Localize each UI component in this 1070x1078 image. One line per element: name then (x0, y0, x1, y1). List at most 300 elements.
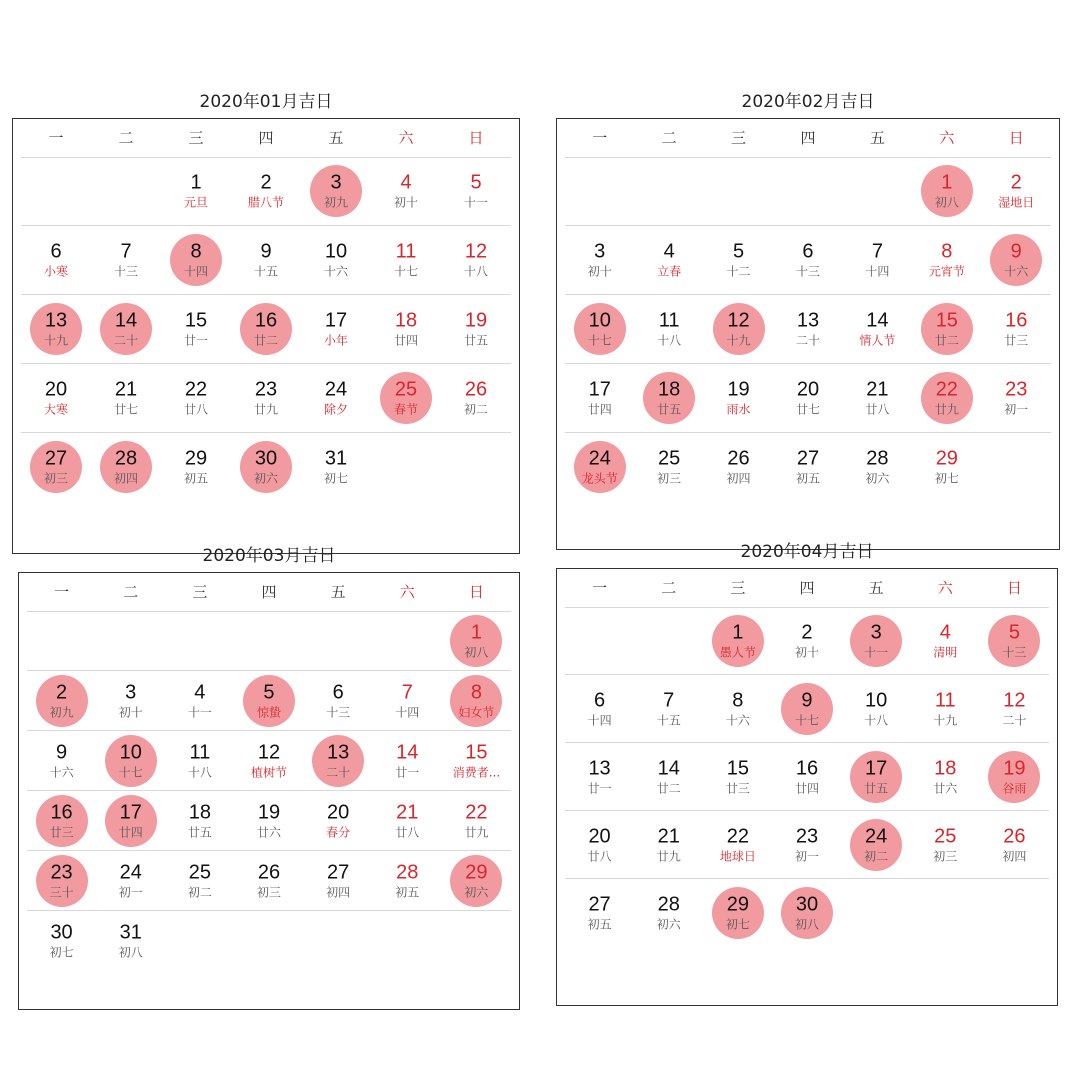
day-cell[interactable] (231, 364, 301, 432)
lunar-label: 廿九 (934, 402, 959, 417)
day-cell[interactable] (772, 743, 841, 810)
lunar-label: 初四 (326, 885, 351, 899)
day-cell[interactable] (634, 811, 703, 878)
lunar-label: 十一 (187, 705, 212, 719)
lunar-label: 十七 (393, 264, 418, 279)
day-number: 28 (114, 447, 138, 470)
lunar-label: 十六 (725, 713, 750, 727)
day-cell[interactable] (843, 364, 912, 432)
day-cell[interactable] (911, 743, 980, 810)
weekday-label: 三 (188, 129, 204, 147)
day-number: 26 (257, 861, 281, 883)
day-number: 24 (324, 378, 348, 401)
day-cell[interactable] (301, 226, 371, 294)
weekday-label: 三 (730, 579, 746, 597)
day-number: 14 (866, 309, 889, 332)
day-cell[interactable] (165, 791, 234, 850)
day-cell[interactable] (234, 671, 303, 730)
week-row (21, 364, 511, 433)
day-cell[interactable] (371, 157, 441, 225)
weekday-label: 四 (800, 129, 816, 147)
day-cell[interactable] (911, 607, 980, 674)
week-row (565, 811, 1049, 879)
day-number: 30 (254, 447, 278, 470)
day-cell[interactable] (373, 731, 442, 790)
day-cell[interactable] (441, 226, 511, 294)
lunar-label: 情人节 (859, 333, 896, 348)
lunar-label: 廿五 (187, 825, 212, 839)
day-cell[interactable] (842, 811, 911, 878)
weekday-label: 日 (1006, 579, 1022, 597)
day-number: 12 (727, 309, 750, 332)
day-cell[interactable] (371, 226, 441, 294)
day-number: 29 (726, 893, 749, 915)
day-cell[interactable] (301, 157, 371, 225)
day-number: 3 (125, 681, 137, 703)
day-cell[interactable] (912, 295, 981, 363)
calendar-box (12, 118, 520, 554)
day-number: 10 (865, 689, 888, 711)
calendar-february (556, 90, 1060, 550)
day-number: 13 (796, 309, 820, 332)
day-cell[interactable] (91, 295, 161, 363)
empty-cell (704, 157, 773, 225)
calendar-april (556, 540, 1058, 1006)
day-cell[interactable] (704, 433, 773, 501)
lunar-label: 初七 (323, 471, 348, 486)
lunar-label: 十三 (1002, 645, 1027, 659)
day-cell[interactable] (773, 295, 842, 363)
day-cell[interactable] (231, 157, 301, 225)
day-cell[interactable] (773, 364, 842, 432)
day-number: 19 (1003, 757, 1026, 779)
lunar-label: 十八 (187, 765, 212, 779)
weekday-label: 一 (48, 129, 64, 147)
week-row (21, 157, 511, 226)
lunar-label: 廿九 (253, 402, 278, 417)
day-cell[interactable] (982, 226, 1051, 294)
day-number: 17 (865, 757, 888, 779)
day-cell[interactable] (912, 226, 981, 294)
day-number: 29 (465, 861, 488, 883)
day-cell[interactable] (912, 364, 981, 432)
day-cell[interactable] (165, 671, 234, 730)
lunar-label: 十九 (933, 713, 958, 727)
day-number: 30 (50, 921, 73, 943)
day-cell[interactable] (234, 791, 303, 850)
day-number: 31 (324, 447, 348, 470)
day-cell[interactable] (96, 791, 165, 850)
day-cell[interactable] (91, 364, 161, 432)
weekday-label: 一 (592, 579, 608, 597)
lunar-label: 廿三 (725, 781, 750, 795)
day-cell[interactable] (304, 851, 373, 910)
day-cell[interactable] (634, 675, 703, 742)
day-cell[interactable] (565, 879, 634, 946)
day-cell[interactable] (772, 607, 841, 674)
lunar-label: 初九 (323, 195, 348, 210)
empty-cell (565, 607, 634, 674)
lunar-label: 廿六 (933, 781, 958, 795)
day-number: 1 (732, 621, 744, 643)
empty-cell (634, 607, 703, 674)
day-cell[interactable] (773, 433, 842, 501)
day-number: 27 (796, 447, 820, 470)
lunar-label: 妇女节 (458, 705, 495, 719)
day-number: 5 (732, 240, 745, 263)
day-cell[interactable] (165, 731, 234, 790)
day-cell[interactable] (371, 364, 441, 432)
day-cell[interactable] (634, 226, 703, 294)
day-cell[interactable] (373, 851, 442, 910)
lunar-label: 初五 (183, 471, 208, 486)
day-number: 16 (254, 309, 278, 332)
day-number: 27 (44, 447, 68, 470)
lunar-label: 十五 (656, 713, 681, 727)
weekday-label: 五 (330, 583, 346, 601)
day-cell[interactable] (91, 433, 161, 501)
day-cell[interactable] (371, 295, 441, 363)
day-cell[interactable] (91, 226, 161, 294)
day-cell[interactable] (565, 295, 634, 363)
day-cell[interactable] (565, 811, 634, 878)
day-cell[interactable] (980, 743, 1049, 810)
lunar-label: 二十 (1002, 713, 1027, 727)
day-cell[interactable] (96, 851, 165, 910)
lunar-label: 廿一 (587, 781, 612, 795)
day-cell[interactable] (96, 671, 165, 730)
day-cell[interactable] (982, 295, 1051, 363)
lunar-label: 廿五 (463, 333, 488, 348)
day-cell[interactable] (843, 433, 912, 501)
day-cell[interactable] (161, 226, 231, 294)
calendar-grid (565, 157, 1051, 501)
lunar-label: 廿五 (864, 781, 889, 795)
lunar-label: 廿八 (395, 825, 420, 839)
lunar-label: 廿四 (794, 781, 819, 795)
day-cell[interactable] (96, 911, 165, 970)
lunar-label: 初三 (933, 849, 958, 863)
day-cell[interactable] (704, 295, 773, 363)
lunar-label: 立春 (657, 264, 682, 279)
day-cell[interactable] (634, 295, 703, 363)
day-cell[interactable] (442, 671, 511, 730)
lunar-label: 湿地日 (998, 195, 1035, 210)
day-number: 9 (56, 741, 68, 763)
lunar-label: 十三 (326, 705, 351, 719)
day-cell[interactable] (842, 743, 911, 810)
day-number: 27 (588, 893, 611, 915)
lunar-label: 二十 (795, 333, 820, 348)
lunar-label: 廿八 (865, 402, 890, 417)
day-cell[interactable] (442, 611, 511, 670)
empty-cell (980, 879, 1049, 946)
calendar-title: 2020年02月吉日 (741, 92, 875, 112)
empty-cell (373, 911, 442, 970)
lunar-label: 十四 (183, 264, 208, 279)
day-cell[interactable] (980, 607, 1049, 674)
day-number: 30 (795, 893, 819, 915)
lunar-label: 十五 (253, 264, 278, 279)
lunar-label: 腊八节 (247, 195, 284, 210)
day-cell[interactable] (703, 607, 772, 674)
day-number: 9 (260, 240, 272, 263)
day-number: 16 (1005, 309, 1028, 332)
lunar-label: 十九 (43, 333, 68, 348)
empty-cell (843, 157, 912, 225)
day-cell[interactable] (165, 851, 234, 910)
weekday-header (27, 573, 511, 612)
empty-cell (304, 611, 373, 670)
day-number: 3 (594, 240, 606, 263)
lunar-label: 十九 (726, 333, 751, 348)
day-cell[interactable] (912, 433, 981, 501)
lunar-label: 初八 (794, 917, 819, 931)
lunar-label: 廿七 (795, 402, 820, 417)
lunar-label: 初二 (864, 849, 889, 863)
day-number: 22 (726, 825, 749, 847)
day-cell[interactable] (772, 811, 841, 878)
empty-cell (634, 157, 703, 225)
day-number: 2 (801, 621, 813, 643)
weekday-label: 二 (118, 129, 134, 147)
week-row (565, 295, 1051, 364)
day-cell[interactable] (842, 607, 911, 674)
weekday-label: 四 (799, 579, 815, 597)
lunar-label: 元宵节 (928, 264, 965, 279)
lunar-label: 三十 (49, 885, 74, 899)
day-number: 28 (657, 893, 680, 915)
lunar-label: 十一 (463, 195, 488, 210)
empty-cell (91, 157, 161, 225)
day-cell[interactable] (912, 157, 981, 225)
day-number: 12 (1003, 689, 1026, 711)
lunar-label: 十七 (794, 713, 819, 727)
day-cell[interactable] (301, 433, 371, 501)
lunar-label: 廿一 (395, 765, 420, 779)
day-cell[interactable] (703, 675, 772, 742)
day-number: 5 (263, 681, 275, 703)
lunar-label: 雨水 (726, 402, 751, 417)
day-number: 8 (190, 240, 202, 263)
day-cell[interactable] (231, 226, 301, 294)
lunar-label: 初七 (725, 917, 750, 931)
lunar-label: 廿四 (118, 825, 143, 839)
day-cell[interactable] (442, 731, 511, 790)
day-cell[interactable] (161, 433, 231, 501)
day-cell[interactable] (304, 671, 373, 730)
day-number: 21 (114, 378, 138, 401)
day-cell[interactable] (980, 811, 1049, 878)
lunar-label: 小年 (323, 333, 348, 348)
day-cell[interactable] (442, 791, 511, 850)
day-number: 19 (257, 801, 281, 823)
day-cell[interactable] (27, 731, 96, 790)
empty-cell (773, 157, 842, 225)
day-cell[interactable] (234, 731, 303, 790)
day-number: 26 (1003, 825, 1026, 847)
day-cell[interactable] (442, 851, 511, 910)
day-number: 14 (114, 309, 138, 332)
lunar-label: 消费者... (452, 765, 501, 779)
lunar-label: 初三 (43, 471, 68, 486)
lunar-label: 初五 (795, 471, 820, 486)
day-cell[interactable] (373, 671, 442, 730)
day-cell[interactable] (161, 364, 231, 432)
day-cell[interactable] (231, 295, 301, 363)
day-cell[interactable] (27, 911, 96, 970)
lunar-label: 地球日 (719, 849, 756, 863)
lunar-label: 十八 (864, 713, 889, 727)
day-cell[interactable] (565, 226, 634, 294)
day-cell[interactable] (301, 364, 371, 432)
lunar-label: 初十 (118, 705, 143, 719)
day-cell[interactable] (980, 675, 1049, 742)
day-cell[interactable] (565, 743, 634, 810)
week-row (565, 433, 1051, 501)
lunar-label: 廿五 (657, 402, 682, 417)
week-row (565, 607, 1049, 675)
lunar-label: 初七 (49, 945, 74, 959)
day-cell[interactable] (27, 791, 96, 850)
day-cell[interactable] (441, 364, 511, 432)
weekday-label: 六 (937, 579, 953, 597)
day-cell[interactable] (772, 675, 841, 742)
lunar-label: 初六 (656, 917, 681, 931)
calendar-grid (27, 611, 511, 970)
lunar-label: 除夕 (323, 402, 348, 417)
day-cell[interactable] (634, 743, 703, 810)
lunar-label: 初七 (934, 471, 959, 486)
day-cell[interactable] (373, 791, 442, 850)
lunar-label: 廿八 (183, 402, 208, 417)
day-number: 23 (254, 378, 278, 401)
lunar-label: 初十 (587, 264, 612, 279)
day-cell[interactable] (565, 364, 634, 432)
day-number: 14 (396, 741, 419, 763)
day-cell[interactable] (161, 157, 231, 225)
day-cell[interactable] (982, 364, 1051, 432)
lunar-label: 初五 (395, 885, 420, 899)
day-cell[interactable] (704, 226, 773, 294)
day-cell[interactable] (304, 731, 373, 790)
lunar-label: 元旦 (183, 195, 208, 210)
day-number: 28 (396, 861, 419, 883)
day-cell[interactable] (441, 157, 511, 225)
day-number: 13 (588, 757, 611, 779)
day-cell[interactable] (304, 791, 373, 850)
day-number: 29 (184, 447, 208, 470)
week-row (565, 879, 1049, 946)
day-cell[interactable] (634, 364, 703, 432)
week-row (27, 791, 511, 851)
day-cell[interactable] (842, 675, 911, 742)
day-number: 20 (44, 378, 68, 401)
lunar-label: 初一 (118, 885, 143, 899)
day-cell[interactable] (843, 226, 912, 294)
day-number: 26 (464, 378, 488, 401)
lunar-label: 十六 (49, 765, 74, 779)
weekday-label: 六 (399, 583, 415, 601)
day-cell[interactable] (634, 879, 703, 946)
weekday-label: 六 (939, 129, 955, 147)
day-cell[interactable] (703, 879, 772, 946)
lunar-label: 初八 (118, 945, 143, 959)
lunar-label: 初六 (464, 885, 489, 899)
day-number: 20 (796, 378, 820, 401)
day-cell[interactable] (27, 671, 96, 730)
day-cell[interactable] (21, 226, 91, 294)
day-cell[interactable] (911, 675, 980, 742)
day-cell[interactable] (634, 433, 703, 501)
day-cell[interactable] (161, 295, 231, 363)
weekday-label: 二 (123, 583, 139, 601)
lunar-label: 十一 (864, 645, 889, 659)
day-cell[interactable] (911, 811, 980, 878)
day-number: 10 (588, 309, 611, 332)
day-cell[interactable] (301, 295, 371, 363)
day-cell[interactable] (773, 226, 842, 294)
weekday-label: 四 (258, 129, 274, 147)
day-cell[interactable] (21, 364, 91, 432)
lunar-label: 廿九 (656, 849, 681, 863)
day-cell[interactable] (704, 364, 773, 432)
day-cell[interactable] (843, 295, 912, 363)
day-cell[interactable] (231, 433, 301, 501)
day-cell[interactable] (703, 811, 772, 878)
weekday-label: 五 (869, 129, 885, 147)
day-cell[interactable] (982, 157, 1051, 225)
lunar-label: 廿四 (393, 333, 418, 348)
lunar-label: 初三 (657, 471, 682, 486)
day-cell[interactable] (234, 851, 303, 910)
empty-cell (27, 611, 96, 670)
day-number: 4 (194, 681, 206, 703)
lunar-label: 二十 (326, 765, 351, 779)
day-number: 15 (726, 757, 749, 779)
day-cell[interactable] (441, 295, 511, 363)
day-cell[interactable] (703, 743, 772, 810)
day-number: 11 (189, 741, 211, 763)
day-cell[interactable] (27, 851, 96, 910)
empty-cell (371, 433, 441, 501)
lunar-label: 植树节 (250, 765, 287, 779)
week-row (565, 743, 1049, 811)
calendar-title: 2020年04月吉日 (740, 542, 874, 562)
weekday-label: 六 (398, 129, 414, 147)
day-cell[interactable] (565, 433, 634, 501)
weekday-header (565, 119, 1051, 158)
calendar-box (18, 572, 520, 1010)
day-cell[interactable] (21, 433, 91, 501)
lunar-label: 大寒 (43, 402, 68, 417)
day-number: 23 (50, 861, 73, 883)
day-cell[interactable] (21, 295, 91, 363)
calendar-box (556, 118, 1060, 550)
day-number: 18 (934, 757, 957, 779)
day-number: 13 (327, 741, 350, 763)
lunar-label: 二十 (113, 333, 138, 348)
day-cell[interactable] (772, 879, 841, 946)
lunar-label: 春分 (326, 825, 351, 839)
week-row (27, 851, 511, 911)
day-cell[interactable] (96, 731, 165, 790)
day-number: 21 (396, 801, 419, 823)
day-number: 11 (934, 689, 956, 711)
lunar-label: 十七 (587, 333, 612, 348)
day-cell[interactable] (565, 675, 634, 742)
day-number: 27 (327, 861, 350, 883)
